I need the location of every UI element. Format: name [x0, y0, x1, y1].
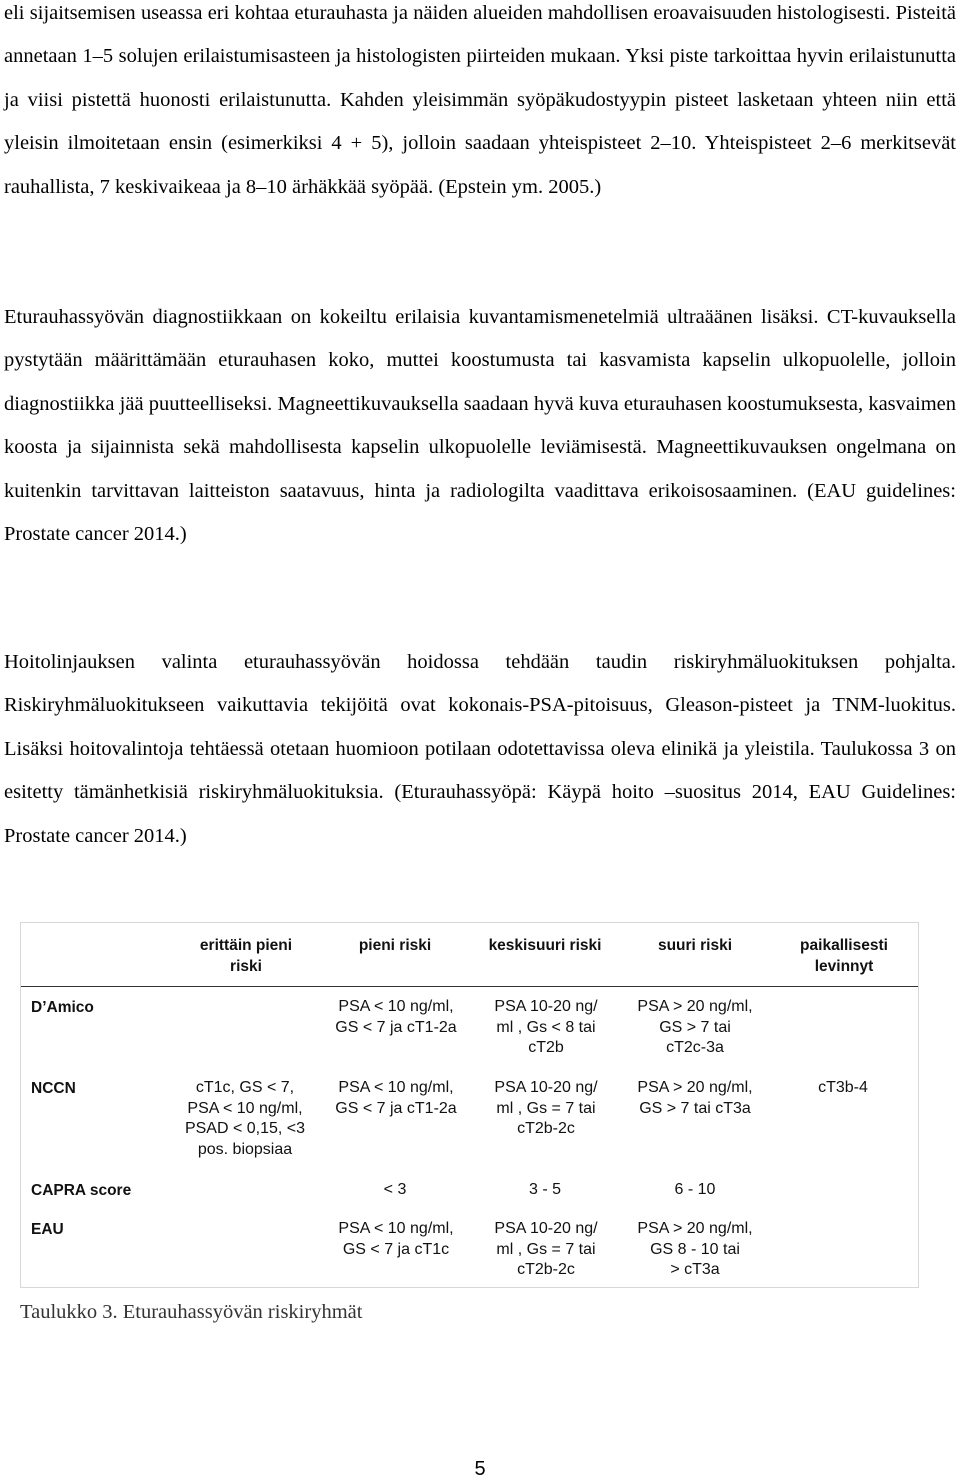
- header-intermediate-risk: keskisuuri riski: [488, 937, 602, 954]
- header-locally-advanced: paikallisesti levinnyt: [800, 937, 888, 975]
- table-cell: PSA > 20 ng/ml, GS 8 - 10 tai > cT3a: [637, 1220, 753, 1278]
- row-label-damico: D’Amico: [31, 999, 94, 1016]
- table-header-row: [21, 923, 918, 987]
- page-number: 5: [474, 1458, 486, 1480]
- header-low-risk: pieni riski: [358, 937, 432, 954]
- table-cell: 3 - 5: [528, 1181, 562, 1198]
- table-cell: cT1c, GS < 7, PSA < 10 ng/ml, PSAD < 0,15, <3 pos. biopsiaa: [184, 1079, 306, 1158]
- row-label-capra: CAPRA score: [31, 1182, 132, 1199]
- header-very-low-risk: erittäin pieni riski: [199, 937, 293, 975]
- table-cell: PSA 10-20 ng/ ml , Gs < 8 tai cT2b: [494, 998, 598, 1056]
- table-cell: PSA > 20 ng/ml, GS > 7 tai cT2c-3a: [637, 998, 753, 1056]
- row-label-nccn: NCCN: [31, 1080, 76, 1097]
- table-cell: PSA < 10 ng/ml, GS < 7 ja cT1c: [338, 1220, 454, 1258]
- table-caption: Taulukko 3. Eturauhassyövän riskiryhmät: [20, 1301, 363, 1323]
- paragraph: eli sijaitsemisen useassa eri kohtaa eturauhasta ja näiden alueiden mahdollisen eroavaisuuden histologisesti. Pisteitä annetaan 1–5 solujen erilaistumisasteen ja histologisten piirteiden mukaan. Yksi piste tarkoittaa hyvin erilaistunutta ja viisi pistettä huonosti erilaistunutta. Kahden yleisimmän syöpäkudostyypin pisteet lasketaan yhteen niin että yleisin ilmoitetaan ensin (esimerkiksi 4 + 5), jolloin saadaan yhteispisteet 2–10. Yhteispisteet 2–6 merkitsevät rauhallista, 7 keskivaikeaa ja 8–10 ärhäkkää syöpää. (Epstein ym. 2005.): [4, 2, 956, 198]
- table-cell: 6 - 10: [674, 1181, 716, 1198]
- risk-group-table: [20, 922, 919, 1288]
- header-high-risk: suuri riski: [657, 937, 733, 954]
- table-cell: < 3: [383, 1181, 407, 1198]
- paragraph: Eturauhassyövän diagnostiikkaan on kokeiltu erilaisia kuvantamismenetelmiä ultraäänen lisäksi. CT-kuvauksella pystytään määrittämään eturauhasen koko, muttei koostumusta tai kasvamista kapselin ulkopuolelle, jolloin diagnostiikka jää puutteelliseksi. Magneettikuvauksella saadaan hyvä kuva eturauhasen koostumuksesta, kasvaimen koosta ja sijainnista sekä mahdollisesta kapselin ulkopuolelle leviämisestä. Magneettikuvauksen ongelmana on kuitenkin tarvittavan laitteiston saatavuus, hinta ja radiologilta vaadittava erikoisosaaminen. (EAU guidelines: Prostate cancer 2014.): [4, 306, 956, 546]
- table-cell: PSA > 20 ng/ml, GS > 7 tai cT3a: [637, 1079, 753, 1117]
- table-cell: PSA 10-20 ng/ ml , Gs = 7 tai cT2b-2c: [494, 1220, 598, 1278]
- paragraph: Hoitolinjauksen valinta eturauhassyövän hoidossa tehdään taudin riskiryhmäluokituksen pohjalta. Riskiryhmäluokitukseen vaikuttavia tekijöitä ovat kokonais-PSA-pitoisuus, Gleason-pisteet ja TNM-luokitus. Lisäksi hoitovalintoja tehtäessä otetaan huomioon potilaan odotettavissa oleva elinikä ja yleistila. Taulukossa 3 on esitetty tämänhetkisiä riskiryhmäluokituksia. (Eturauhassyöpä: Käypä hoito –suositus 2014, EAU Guidelines: Prostate cancer 2014.): [4, 651, 956, 847]
- row-label-eau: EAU: [31, 1221, 64, 1238]
- table-cell: PSA < 10 ng/ml, GS < 7 ja cT1-2a: [335, 998, 457, 1036]
- table-cell: cT3b-4: [818, 1079, 868, 1096]
- table-cell: PSA < 10 ng/ml, GS < 7 ja cT1-2a: [335, 1079, 457, 1117]
- table-cell: PSA 10-20 ng/ ml , Gs = 7 tai cT2b-2c: [494, 1079, 598, 1137]
